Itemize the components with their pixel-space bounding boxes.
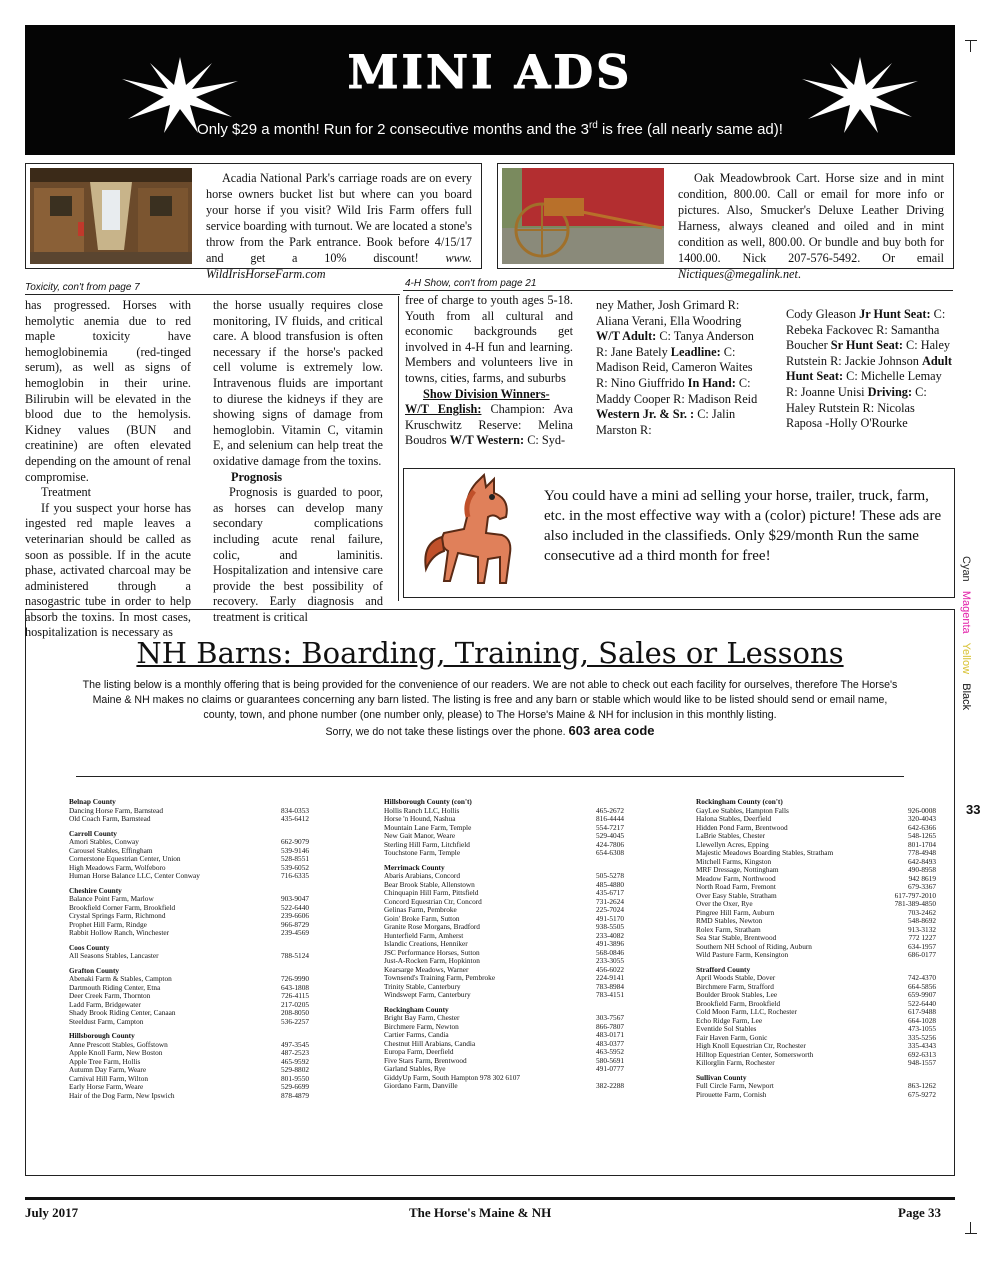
county-heading: Strafford County bbox=[696, 964, 751, 974]
barn-phone: 726-4115 bbox=[281, 991, 309, 1000]
barn-name: Majestic Meadows Boarding Stables, Stratham bbox=[696, 848, 834, 857]
crop-mark-bottom-v bbox=[970, 1222, 971, 1234]
barn-name: GiddyUp Farm, South Hampton 978 302 6107 bbox=[384, 1072, 521, 1082]
label-cyan: Cyan bbox=[960, 556, 972, 582]
barns-list-col-2 bbox=[384, 798, 624, 1091]
barn-phone: 335-5256 bbox=[908, 1032, 936, 1042]
barn-phone: 239-6606 bbox=[281, 911, 309, 920]
barn-phone: 942 8619 bbox=[908, 873, 936, 883]
banner-subtitle: Only $29 a month! Run for 2 consecutive months and the 3rd is free (all nearly same ad)! bbox=[197, 120, 783, 138]
barn-name: Ladd Farm, Bridgewater bbox=[69, 999, 141, 1009]
barn-name: Mitchell Farms, Kingston bbox=[696, 856, 772, 866]
crop-mark-top-v bbox=[970, 40, 971, 52]
barn-name: Brookfield Corner Farm, Brookfield bbox=[69, 902, 176, 912]
county-heading: Carroll County bbox=[69, 828, 117, 838]
crop-mark-top bbox=[965, 40, 977, 41]
barn-phone: 662-9079 bbox=[281, 837, 309, 846]
barn-phone: 465-2672 bbox=[596, 805, 624, 815]
barn-name: Meadow Farm, Northwood bbox=[696, 873, 776, 883]
horse-promo-text: You could have a mini ad selling your horse, trailer, truck, farm, etc. in the most effective way with a (color) picture! These ads are also included in the classifieds. Only $29/month Run the same consecutive ad a third month for free! bbox=[544, 488, 942, 564]
barn-phone: 726-9990 bbox=[281, 974, 309, 983]
side-page-number: 33 bbox=[966, 802, 981, 817]
barn-phone: 679-3367 bbox=[908, 882, 936, 891]
barn-name: Chinquapin Hill Farm, Pittsfield bbox=[384, 888, 479, 897]
barn-name: Horse 'n Hound, Nashua bbox=[384, 814, 456, 823]
barn-listing bbox=[69, 1092, 309, 1101]
barn-phone: 491-5170 bbox=[596, 913, 624, 923]
barn-phone: 788-5124 bbox=[281, 951, 309, 960]
barn-phone: 642-8493 bbox=[908, 856, 936, 866]
label-black: Black bbox=[960, 683, 972, 711]
barn-name: Crystal Springs Farm, Richmond bbox=[69, 911, 166, 920]
barn-name: Pingree Hill Farm, Auburn bbox=[696, 907, 775, 917]
barn-name: Boulder Brook Stables, Lee bbox=[696, 990, 778, 999]
barns-list-col-3 bbox=[696, 798, 936, 1099]
barn-name: Human Horse Balance LLC, Center Conway bbox=[69, 871, 200, 880]
barn-name: Kearsarge Meadows, Warner bbox=[384, 964, 469, 974]
barn-phone: 225-7024 bbox=[596, 905, 624, 914]
barn-listing bbox=[69, 952, 309, 961]
barn-phone: 781-389-4850 bbox=[894, 899, 936, 908]
barn-phone: 816-4444 bbox=[596, 814, 624, 823]
county-heading: Hillsborough County (con't) bbox=[384, 797, 472, 806]
barn-name: Llewellyn Acres, Epping bbox=[696, 839, 769, 849]
barn-name: High Meadows Farm, Wolfeboro bbox=[69, 862, 166, 872]
barn-name: Eventide Sol Stables bbox=[696, 1024, 757, 1033]
barn-listing bbox=[384, 849, 624, 858]
barn-phone: 716-6335 bbox=[281, 871, 309, 880]
barn-name: Shady Brook Riding Center, Canaan bbox=[69, 1008, 176, 1017]
barn-name: Halona Stables, Deerfield bbox=[696, 814, 772, 823]
footer-page: Page 33 bbox=[898, 1205, 941, 1220]
barn-name: Echo Ridge Farm, Lee bbox=[696, 1015, 763, 1025]
barn-phone: 529-4045 bbox=[596, 831, 624, 840]
barn-name: Bright Bay Farm, Chester bbox=[384, 1013, 460, 1022]
barn-phone: 522-6440 bbox=[908, 998, 936, 1008]
barn-listing bbox=[69, 815, 309, 824]
county-heading: Sullivan County bbox=[696, 1072, 747, 1082]
barn-phone: 233-4082 bbox=[596, 930, 624, 940]
barn-name: Balance Point Farm, Marlow bbox=[69, 894, 154, 903]
barn-phone: 536-2257 bbox=[281, 1016, 309, 1026]
toxicity-para-4: Prognosis is guarded to poor, as horses can develop many secondary complications including acute renal failure, colic, and laminitis. Hospitalization and intensive care provide the best possibility of recovery. Early diagnosis and treatment is critical bbox=[213, 485, 383, 624]
barn-name: Cornerstone Equestrian Center, Union bbox=[69, 854, 181, 863]
barn-name: Townsend's Training Farm, Pembroke bbox=[384, 973, 496, 982]
show-para-3: ney Mather, Josh Grimard R: Aliana Verani, Ella Woodring W/T Adult: C: Tanya Anderson R: Jane Bately Leadline: C: Madison Reid, Cameron Waites R: Nino Giuffrido In Hand: C: Maddy Cooper R: Madison Reid Western Jr. & Sr. : C: Jalin Marston R: bbox=[596, 298, 758, 437]
barn-phone: 528-8551 bbox=[281, 854, 309, 863]
barn-phone: 522-6440 bbox=[281, 902, 309, 912]
barn-phone: 866-7807 bbox=[596, 1021, 624, 1031]
prognosis-heading: Prognosis bbox=[231, 469, 283, 484]
barn-listing bbox=[696, 1059, 936, 1068]
barn-phone: 217-0205 bbox=[281, 999, 309, 1009]
barn-phone: 778-4948 bbox=[908, 848, 936, 857]
barn-phone: 529-6699 bbox=[281, 1082, 309, 1091]
barn-name: New Gait Manor, Weare bbox=[384, 831, 456, 840]
barn-name: Goin' Broke Farm, Sutton bbox=[384, 913, 460, 923]
show-para-4: Cody Gleason Jr Hunt Seat: C: Rebeka Fackovec R: Samantha Boucher Sr Hunt Seat: C: Haley Rutstein R: Jackie Johnson Adult Hunt Seat: C: Michelle Lemay R: Joanne Unisi Driving: C: Haley Rutstein R: Nicolas Raposa -Holly O'Rourke bbox=[786, 307, 953, 431]
barn-phone: 675-9272 bbox=[908, 1089, 936, 1099]
footer-publication: The Horse's Maine & NH bbox=[409, 1205, 552, 1220]
crop-mark-bottom bbox=[965, 1233, 977, 1234]
barn-phone: 664-1028 bbox=[908, 1015, 936, 1025]
barn-phone: 783-4151 bbox=[596, 990, 624, 999]
barn-phone: 772 1227 bbox=[908, 933, 936, 942]
label-magenta: Magenta bbox=[960, 590, 972, 634]
barn-phone: 505-5278 bbox=[596, 871, 624, 880]
barn-phone: 617-797-2010 bbox=[894, 890, 936, 900]
barn-phone: 483-0377 bbox=[596, 1038, 624, 1048]
barn-phone: 659-9907 bbox=[908, 990, 936, 999]
barn-phone: 491-3896 bbox=[596, 939, 624, 948]
barn-name: All Seasons Stables, Lancaster bbox=[69, 951, 159, 960]
barn-name: Hilltop Equestrian Center, Somersworth bbox=[696, 1049, 814, 1059]
barn-phone: 580-5691 bbox=[596, 1055, 624, 1065]
barn-name: LaBrie Stables, Chester bbox=[696, 831, 766, 840]
barn-name: High Knoll Equestrian Ctr, Rochester bbox=[696, 1041, 806, 1050]
barn-name: Hidden Pond Farm, Brentwood bbox=[696, 822, 788, 832]
barn-listing bbox=[384, 991, 624, 1000]
barn-name: Giordano Farm, Danville bbox=[384, 1081, 458, 1090]
barn-name: Dartmouth Riding Center, Etna bbox=[69, 982, 161, 992]
footer-date: July 2017 bbox=[25, 1205, 79, 1220]
barn-phone: 497-3545 bbox=[281, 1039, 309, 1049]
caption-toxicity: Toxicity, con't from page 7 bbox=[25, 282, 140, 293]
barn-name: Cold Moon Farm, LLC, Rochester bbox=[696, 1007, 797, 1016]
barn-name: Abaris Arabians, Concord bbox=[384, 871, 460, 880]
barn-phone: 703-2462 bbox=[908, 907, 936, 917]
barn-phone: 382-2288 bbox=[596, 1081, 624, 1090]
barn-name: Just-A-Rocken Farm, Hopkinton bbox=[384, 956, 480, 965]
show-division-heading: Show Division Winners- bbox=[423, 386, 550, 401]
barns-list-col-1 bbox=[69, 798, 309, 1100]
barn-name: Carousel Stables, Effingham bbox=[69, 845, 153, 855]
barn-listing bbox=[696, 1091, 936, 1100]
ad-cart-email[interactable]: Nictiques@megalink.net bbox=[678, 267, 798, 281]
barn-name: RMD Stables, Newton bbox=[696, 916, 763, 925]
barn-name: Hair of the Dog Farm, New Ipswich bbox=[69, 1090, 175, 1100]
barn-name: Early Horse Farm, Weare bbox=[69, 1082, 144, 1091]
barn-name: Anne Prescott Stables, Goffstown bbox=[69, 1039, 168, 1049]
divider-top bbox=[25, 294, 400, 295]
barn-phone: 554-7217 bbox=[596, 822, 624, 832]
barn-phone: 643-1808 bbox=[281, 982, 309, 992]
barn-name: Sterling Hill Farm, Litchfield bbox=[384, 839, 470, 849]
barn-phone: 233-3055 bbox=[596, 956, 624, 965]
barn-name: Dancing Horse Farm, Barnstead bbox=[69, 805, 164, 815]
nh-barns-section bbox=[25, 609, 955, 1176]
barn-name: Apple Tree Farm, Hollis bbox=[69, 1056, 141, 1066]
ad-cart-text: Oak Meadowbrook Cart. Horse size and in mint condition, 800.00. Call or email for more info or pictures. Also, Smucker's Deluxe Leather Driving Harness, always cleaned and oiled and in mint condition as well, 800.00. Or bundle and buy both for 1400.00. Nick 207-576-5492. Or email Nictiques@megalink.net. bbox=[678, 171, 944, 281]
caption-4h-show: 4-H Show, con't from page 21 bbox=[405, 278, 537, 289]
barn-phone: 435-6412 bbox=[281, 814, 309, 823]
barn-phone: 913-3132 bbox=[908, 924, 936, 934]
barn-phone: 490-8958 bbox=[908, 865, 936, 874]
barn-name: Over Easy Stable, Stratham bbox=[696, 890, 777, 900]
barn-phone: 863-1262 bbox=[908, 1081, 936, 1090]
nh-barns-intro: The listing below is a monthly offering that is being provided for the convenience of our readers. We are not able to check out each facility for ourselves, therefore The Horse's Maine & NH makes no claims or guarantees concerning any barn listed. The listing is free and any barn or stable which would like to be listed should send or email name, county, town, and phone number (one number only, please) to The Horse's Maine & NH for inclusion in this monthly listing. Sorry, we do not take these listings over the phone. 603 area code bbox=[82, 679, 898, 738]
barn-name: Rolex Farm, Stratham bbox=[696, 924, 761, 934]
ad-cart bbox=[497, 163, 954, 281]
barn-phone: 539-6052 bbox=[281, 862, 309, 872]
barn-name: Amori Stables, Conway bbox=[69, 837, 139, 846]
barn-phone: 686-0177 bbox=[908, 950, 936, 959]
barn-phone: 424-7806 bbox=[596, 839, 624, 849]
horse-promo-ad bbox=[403, 468, 955, 598]
barn-name: Windswept Farm, Canterbury bbox=[384, 990, 471, 999]
barn-phone: 783-8984 bbox=[596, 981, 624, 991]
show-column-3 bbox=[786, 307, 954, 432]
barn-phone: 208-8050 bbox=[281, 1008, 309, 1017]
barn-phone: 692-6313 bbox=[908, 1049, 936, 1059]
barn-phone: 548-8692 bbox=[908, 916, 936, 925]
barn-name: Old Coach Farm, Barnstead bbox=[69, 814, 151, 823]
barn-phone: 487-2523 bbox=[281, 1048, 309, 1057]
barn-phone: 731-2624 bbox=[596, 896, 624, 906]
toxicity-para-3: the horse usually requires close monitoring, IV fluids, and critical care. A blood transfusion is often necessary if the horse's packed cell volume is extremely low. Intravenous fluids are important to diurese the kidneys if they are showing signs of damage from hemoglobin. Vitamin C, vitamin E, and selenium can help treat the oxidative damage from the toxins. bbox=[213, 298, 383, 468]
barn-name: April Woods Stable, Dover bbox=[696, 973, 776, 982]
barn-phone: 485-4880 bbox=[596, 879, 624, 889]
county-heading: Hillsborough County bbox=[69, 1031, 135, 1040]
barn-listing bbox=[384, 1082, 624, 1091]
footer-rule bbox=[25, 1197, 955, 1200]
barn-aisle-photo bbox=[30, 168, 192, 264]
barn-name: Over the Oxer, Rye bbox=[696, 899, 753, 908]
barn-name: Carnival Hill Farm, Wilton bbox=[69, 1073, 149, 1083]
barn-name: GayLee Stables, Hampton Falls bbox=[696, 805, 789, 815]
barn-name: Trinity Stable, Canterbury bbox=[384, 981, 461, 991]
barns-rule bbox=[76, 776, 904, 777]
barn-name: MRF Dressage, Nottingham bbox=[696, 865, 779, 874]
county-heading: Merrimack County bbox=[384, 862, 445, 872]
barn-phone: 801-1704 bbox=[908, 839, 936, 849]
barn-phone: 473-1055 bbox=[908, 1024, 936, 1033]
barn-phone: 224-9141 bbox=[596, 973, 624, 982]
show-column-1 bbox=[405, 293, 573, 449]
barn-name: Birchmere Farm, Strafford bbox=[696, 981, 774, 991]
divider-top-right bbox=[403, 290, 953, 291]
barn-name: Apple Knoll Farm, New Boston bbox=[69, 1048, 163, 1057]
county-heading: Cheshire County bbox=[69, 885, 122, 895]
barn-phone: 742-4370 bbox=[908, 973, 936, 982]
column-divider bbox=[398, 296, 399, 601]
barn-name: Sea Star Stable, Brentwood bbox=[696, 933, 777, 942]
ad-wild-iris-url[interactable]: www. WildIrisHorseFarm.com bbox=[206, 251, 472, 281]
color-registration-labels bbox=[960, 556, 972, 710]
barn-name: Full Circle Farm, Newport bbox=[696, 1081, 774, 1090]
barn-phone: 320-4043 bbox=[908, 814, 936, 823]
toxicity-column-1 bbox=[25, 298, 191, 641]
ad-wild-iris-text: Acadia National Park's carriage roads are on every horse owners bucket list but where can you board your horse if you visit? Wild Iris Farm offers full service boarding with turnout. We are located a stone's throw from the Park entrance. Book before 4/15/17 and get a 10% discount! www. WildIrisHorseFarm.com bbox=[206, 171, 472, 281]
barn-name: Prophet Hill Farm, Rindge bbox=[69, 919, 147, 929]
barn-name: Brookfield Farm, Brookfield bbox=[696, 998, 781, 1008]
barn-phone: 948-1557 bbox=[908, 1058, 936, 1067]
cartoon-horse-icon bbox=[414, 473, 534, 593]
county-heading: Coos County bbox=[69, 942, 110, 952]
county-heading: Belnap County bbox=[69, 797, 116, 806]
barn-listing bbox=[69, 1018, 309, 1027]
barn-phone: 568-0846 bbox=[596, 947, 624, 957]
barn-phone: 634-1957 bbox=[908, 941, 936, 951]
barn-listing bbox=[69, 872, 309, 881]
barn-name: Deer Creek Farm, Thornton bbox=[69, 991, 151, 1000]
barn-name: Gelinas Farm, Pembroke bbox=[384, 905, 457, 914]
banner-title: MINI ADS bbox=[347, 45, 633, 99]
barn-name: Touchstone Farm, Temple bbox=[384, 848, 461, 857]
barn-phone: 617-9488 bbox=[908, 1007, 936, 1016]
barn-phone: 926-0008 bbox=[908, 805, 936, 815]
barn-name: Steeldust Farm, Campton bbox=[69, 1016, 144, 1026]
barn-name: North Road Farm, Fremont bbox=[696, 882, 776, 891]
barn-name: Garland Stables, Rye bbox=[384, 1064, 446, 1073]
barn-phone: 664-5856 bbox=[908, 981, 936, 991]
barn-phone: 938-5505 bbox=[596, 922, 624, 931]
barn-phone: 529-8802 bbox=[281, 1065, 309, 1074]
barn-phone: 801-9550 bbox=[281, 1073, 309, 1083]
barn-phone: 654-6308 bbox=[596, 848, 624, 857]
barn-name: Europa Farm, Deerfield bbox=[384, 1047, 454, 1056]
barn-name: Islandic Creations, Henniker bbox=[384, 939, 468, 948]
barn-name: Hollis Ranch LLC, Hollis bbox=[384, 805, 460, 815]
barn-name: Bear Brook Stable, Allenstown bbox=[384, 879, 475, 889]
county-heading: Grafton County bbox=[69, 965, 120, 975]
barn-name: Chestnut Hill Arabians, Candia bbox=[384, 1038, 476, 1048]
barn-listing bbox=[69, 929, 309, 938]
barn-phone: 548-1265 bbox=[908, 831, 936, 840]
barn-name: Five Stars Farm, Brentwood bbox=[384, 1055, 467, 1065]
barn-name: Wild Pasture Farm, Kensington bbox=[696, 950, 789, 959]
barn-phone: 465-9592 bbox=[281, 1056, 309, 1066]
barn-name: JSC Performance Horses, Sutton bbox=[384, 947, 480, 957]
barn-phone: 878-4879 bbox=[281, 1090, 309, 1100]
barn-phone: 903-9047 bbox=[281, 894, 309, 903]
barn-phone: 834-0353 bbox=[281, 805, 309, 815]
nh-barns-heading: NH Barns: Boarding, Training, Sales or Lessons bbox=[136, 636, 844, 670]
barn-phone: 539-9146 bbox=[281, 845, 309, 855]
ad-wild-iris bbox=[25, 163, 482, 281]
barn-phone: 642-6366 bbox=[908, 822, 936, 832]
toxicity-column-2 bbox=[213, 298, 383, 625]
barn-listing bbox=[696, 951, 936, 960]
barn-phone: 483-0171 bbox=[596, 1030, 624, 1039]
barn-phone: 966-8729 bbox=[281, 919, 309, 929]
show-para-2: W/T English: Champion: Ava Kruschwitz Reserve: Melina Boudros W/T Western: C: Syd- bbox=[405, 402, 573, 448]
barn-phone: 456-6022 bbox=[596, 964, 624, 974]
toxicity-para-1: has progressed. Horses with hemolytic anemia due to red maple toxicity have hemoglobinemia (red-tinged serum), as well as signs of hemoglobin in their urine. Bilirubin will be elevated in the blood due to the hemolysis. Kidney values (BUN and creatinine) are often elevated depending on the amount of renal compromise. bbox=[25, 298, 191, 484]
mini-ads-banner bbox=[25, 25, 955, 155]
barn-name: Fair Haven Farm, Gonic bbox=[696, 1032, 768, 1042]
treatment-heading: Treatment bbox=[41, 485, 92, 500]
barn-phone: 463-5952 bbox=[596, 1047, 624, 1056]
barn-name: Concord Equestrian Ctr, Concord bbox=[384, 896, 482, 906]
barn-name: Mountain Lane Farm, Temple bbox=[384, 822, 472, 832]
county-heading: Rockingham County bbox=[384, 1004, 449, 1014]
cart-photo bbox=[502, 168, 664, 264]
barn-phone: 303-7567 bbox=[596, 1013, 624, 1022]
barn-name: Killorglin Farm, Rochester bbox=[696, 1058, 775, 1067]
barn-name: Rabbit Hollow Ranch, Winchester bbox=[69, 928, 170, 937]
barn-phone: 435-6717 bbox=[596, 888, 624, 897]
barn-name: Granite Rose Morgans, Bradford bbox=[384, 922, 480, 931]
barn-phone: 239-4569 bbox=[281, 928, 309, 937]
toxicity-para-2: If you suspect your horse has ingested red maple leaves a veterinarian should be called as soon as possible. If in the acute phase, activated charcoal may be administered through a nasogastric tube in order to help absorb the toxins. In most cases, hospitalization is necessary as bbox=[25, 500, 191, 640]
show-para-1: free of charge to youth ages 5-18. Youth from all cultural and economic backgrounds get involved in 4-H fun and learning. Members and volunteers live in towns, cities, farms, and suburbs bbox=[405, 293, 573, 385]
barn-name: Southern NH School of Riding, Auburn bbox=[696, 941, 812, 951]
barn-name: Birchmere Farm, Newton bbox=[384, 1021, 459, 1031]
barn-name: Cartier Farms, Candia bbox=[384, 1030, 449, 1039]
barn-phone: 491-0777 bbox=[596, 1064, 624, 1073]
barn-name: Hunterfield Farm, Amherst bbox=[384, 930, 464, 940]
barn-name: Autumn Day Farm, Weare bbox=[69, 1065, 147, 1074]
barn-name: Abenaki Farm & Stables, Campton bbox=[69, 974, 172, 983]
barn-phone: 335-4343 bbox=[908, 1041, 936, 1050]
county-heading: Rockingham County (con't) bbox=[696, 797, 783, 806]
barn-name: Pirouette Farm, Cornish bbox=[696, 1089, 767, 1099]
show-column-2 bbox=[596, 298, 764, 438]
label-yellow: Yellow bbox=[960, 642, 972, 675]
